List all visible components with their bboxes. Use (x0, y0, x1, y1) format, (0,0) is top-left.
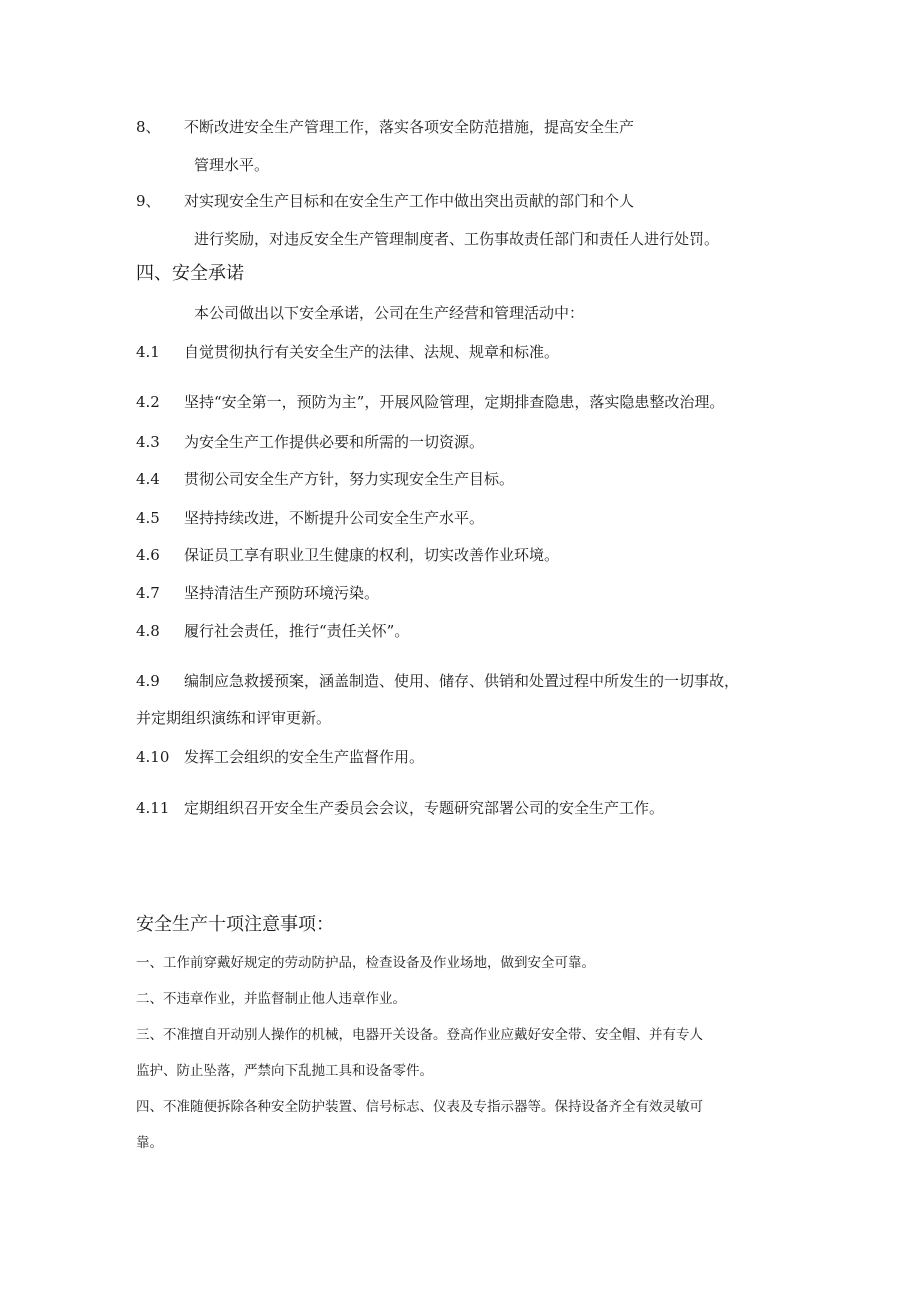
item-number: 4.3 (136, 433, 160, 451)
note-line: 一、工作前穿戴好规定的劳动防护品，检查设备及作业场地，做到安全可靠。 (136, 955, 595, 971)
item-number: 4.4 (136, 470, 160, 488)
item-text: 保证员工享有职业卫生健康的权利，切实改善作业环境。 (184, 546, 560, 564)
item-number: 4.5 (136, 509, 160, 527)
item-text: 坚持“安全第一，预防为主”，开展风险管理，定期排查隐患，落实隐患整改治理。 (184, 393, 725, 411)
item-text: 履行社会责任，推行“责任关怀”。 (184, 622, 410, 640)
item-text-continued: 管理水平。 (194, 156, 270, 174)
item-number: 4.8 (136, 622, 160, 640)
item-number: 4.6 (136, 546, 160, 564)
item-text: 坚持清洁生产预防环境污染。 (184, 584, 380, 602)
item-text: 贯彻公司安全生产方针，努力实现安全生产目标。 (184, 470, 515, 488)
item-text: 对实现安全生产目标和在安全生产工作中做出突出贡献的部门和个人 (184, 192, 635, 210)
section-intro: 本公司做出以下安全承诺，公司在生产经营和管理活动中： (194, 304, 585, 322)
note-line: 二、不违章作业，并监督制止他人违章作业。 (136, 991, 406, 1007)
item-text-continued: 进行奖励，对违反安全生产管理制度者、工伤事故责任部门和责任人进行处罚。 (194, 230, 720, 248)
item-number: 4.2 (136, 393, 160, 411)
item-text: 发挥工会组织的安全生产监督作用。 (184, 748, 425, 766)
item-number: 4.11 (136, 799, 170, 817)
note-line: 靠。 (136, 1135, 163, 1151)
item-text: 坚持持续改进，不断提升公司安全生产水平。 (184, 509, 485, 527)
note-line: 四、不准随便拆除各种安全防护装置、信号标志、仪表及专指示器等。保持设备齐全有效灵敏可 (136, 1099, 703, 1115)
item-number: 4.10 (136, 748, 170, 766)
item-number: 4.7 (136, 584, 160, 602)
item-text: 为安全生产工作提供必要和所需的一切资源。 (184, 433, 485, 451)
item-text: 定期组织召开安全生产委员会会议，专题研究部署公司的安全生产工作。 (184, 799, 665, 817)
item-text-continued: 并定期组织演练和评审更新。 (136, 709, 332, 727)
note-line: 监护、防止坠落，严禁向下乱抛工具和设备零件。 (136, 1063, 433, 1079)
item-number: 4.9 (136, 672, 160, 690)
notes-heading: 安全生产十项注意事项： (136, 914, 334, 935)
item-text: 编制应急救援预案，涵盖制造、使用、储存、供销和处置过程中所发生的一切事故， (184, 672, 740, 690)
section-heading: 四、安全承诺 (136, 263, 244, 284)
item-text: 不断改进安全生产管理工作，落实各项安全防范措施，提高安全生产 (184, 118, 635, 136)
item-text: 自觉贯彻执行有关安全生产的法律、法规、规章和标准。 (184, 343, 560, 361)
item-number: 4.1 (136, 343, 160, 361)
item-number: 9、 (136, 192, 161, 210)
item-number: 8、 (136, 118, 161, 136)
note-line: 三、不准擅自开动别人操作的机械，电器开关设备。登高作业应戴好安全带、安全帽、并有专人 (136, 1027, 703, 1043)
